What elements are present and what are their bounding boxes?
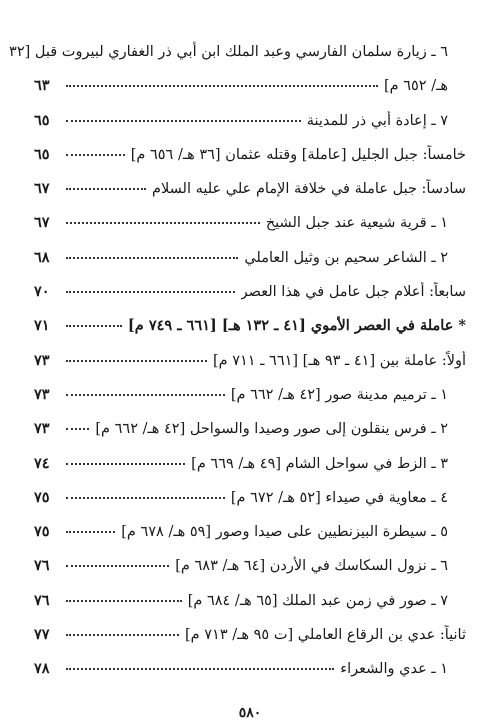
- toc-entry-page: ٦٥: [34, 145, 50, 163]
- toc-entry-page: ٧٦: [34, 591, 50, 609]
- toc-entry[interactable]: [34, 351, 466, 385]
- toc-entry-page: ٦٣: [34, 77, 50, 95]
- toc-entry-title: ١ ـ ترميم مدينة صور [٤٢ هـ/ ٦٦٢ م]: [230, 386, 448, 403]
- toc-entry-page: ٧٣: [34, 385, 50, 403]
- toc-entry[interactable]: [34, 111, 466, 145]
- toc-entry-title: ٢ ـ فرس ينقلون إلى صور وصيدا والسواحل [٤٢ هـ/ ٦٦٢ م]: [95, 421, 448, 438]
- toc-entry[interactable]: [34, 213, 466, 247]
- toc-page: [9, 42, 466, 701]
- toc-entry-title: خامساً: جبل الجليل [عاملة] وقتله عثمان [٣٦ هـ/ ٦٥٦ م]: [130, 146, 466, 163]
- toc-entry-page: ٦٨: [34, 248, 50, 266]
- toc-entry-title: ١ ـ عدي والشعراء: [340, 661, 448, 678]
- toc-entry-title: هـ/ ٦٥٢ م]: [383, 78, 448, 95]
- dot-leader: [66, 154, 125, 156]
- toc-entry[interactable]: [34, 282, 466, 316]
- dot-leader: [66, 360, 207, 362]
- toc-entry[interactable]: [34, 248, 466, 282]
- toc-entry[interactable]: [34, 385, 466, 419]
- dot-leader: [66, 394, 225, 396]
- toc-entry[interactable]: [34, 419, 466, 453]
- toc-entry-title: أولاً: عاملة بين [٤١ ـ ٩٣ هـ] [٦٦١ ـ ٧١١ م]: [212, 352, 466, 369]
- toc-entry-page: ٧٣: [34, 351, 50, 369]
- toc-entry-page: ٧٤: [34, 454, 50, 472]
- dot-leader: [66, 668, 334, 670]
- dot-leader: [66, 325, 122, 327]
- page-number: ٥٨٠: [238, 705, 262, 721]
- toc-entry[interactable]: [34, 76, 466, 110]
- toc-entry-title: ثانياً: عدي بن الرقاع العاملي [ت ٩٥ هـ/ ٧١٣ م]: [185, 627, 466, 644]
- toc-entry[interactable]: [9, 42, 466, 76]
- dot-leader: [66, 428, 89, 430]
- toc-entry[interactable]: [34, 454, 466, 488]
- dot-leader: [66, 188, 146, 190]
- toc-entry-title: سابعاً: أعلام جبل عامل في هذا العصر: [240, 284, 466, 301]
- toc-entry-title: ٦ ـ نزول السكاسك في الأردن [٦٤ هـ/ ٦٨٣ م]: [175, 558, 448, 575]
- toc-entry[interactable]: [34, 522, 466, 556]
- dot-leader: [66, 634, 179, 636]
- dot-leader: [66, 120, 301, 122]
- toc-entry-page: ٧٥: [34, 523, 50, 541]
- toc-entry-title: * عاملة في العصر الأموي [٤١ ـ ١٣٢ هـ] [٦٦١ ـ ٧٤٩ م]: [127, 317, 466, 335]
- dot-leader: [66, 497, 225, 499]
- toc-entry-page: ٦٧: [34, 180, 50, 198]
- toc-entry-page: ٦٧: [34, 214, 50, 232]
- toc-entry-title: سادساً: جبل عاملة في خلافة الإمام علي عليه السلام: [151, 181, 466, 198]
- toc-entry[interactable]: [34, 316, 466, 350]
- toc-entry[interactable]: [34, 556, 466, 590]
- toc-entry-title: ٤ ـ معاوية في صيداء [٥٢ هـ/ ٦٧٢ م]: [230, 489, 448, 506]
- dot-leader: [66, 222, 260, 224]
- toc-entry-title: ٧ ـ إعادة أبي ذر للمدينة: [306, 112, 448, 129]
- toc-entry[interactable]: [34, 659, 466, 693]
- toc-entry-page: ٦٥: [34, 111, 50, 129]
- toc-entry-page: ٧٧: [34, 626, 50, 644]
- toc-entry-title: ٧ ـ صور في زمن عبد الملك [٦٥ هـ/ ٦٨٤ م]: [187, 592, 448, 609]
- dot-leader: [66, 600, 182, 602]
- toc-entry-page: ٧٣: [34, 420, 50, 438]
- toc-entry-page: ٧٦: [34, 557, 50, 575]
- toc-entry-title: ٥ ـ سيطرة البيزنطيين على صيدا وصور [٥٩ هـ/ ٦٧٨ م]: [121, 524, 448, 541]
- toc-entry-title: ٦ ـ زيارة سلمان الفارسي وعبد الملك ابن أبي ذر الغفاري لبيروت قبل [٣٢: [9, 44, 448, 60]
- dot-leader: [66, 257, 238, 259]
- table-of-contents: [9, 42, 466, 694]
- toc-entry[interactable]: [34, 179, 466, 213]
- dot-leader: [66, 291, 235, 293]
- toc-entry[interactable]: [34, 625, 466, 659]
- dot-leader: [66, 85, 378, 87]
- toc-entry-title: ١ ـ قرية شيعية عند جبل الشيخ: [265, 215, 448, 232]
- toc-entry-title: ٣ ـ الزط في سواحل الشام [٤٩ هـ/ ٦٦٩ م]: [191, 455, 448, 472]
- dot-leader: [66, 531, 115, 533]
- toc-entry-title: ٢ ـ الشاعر سحيم بن وثيل العاملي: [244, 249, 448, 266]
- dot-leader: [66, 463, 185, 465]
- toc-entry-page: ٧٥: [34, 488, 50, 506]
- toc-entry-page: ٧١: [34, 317, 50, 335]
- toc-entry[interactable]: [34, 591, 466, 625]
- toc-entry-page: ٧٠: [34, 283, 50, 301]
- dot-leader: [66, 565, 169, 567]
- toc-entry[interactable]: [34, 145, 466, 179]
- toc-entry-page: ٧٨: [34, 660, 50, 678]
- toc-entry[interactable]: [34, 488, 466, 522]
